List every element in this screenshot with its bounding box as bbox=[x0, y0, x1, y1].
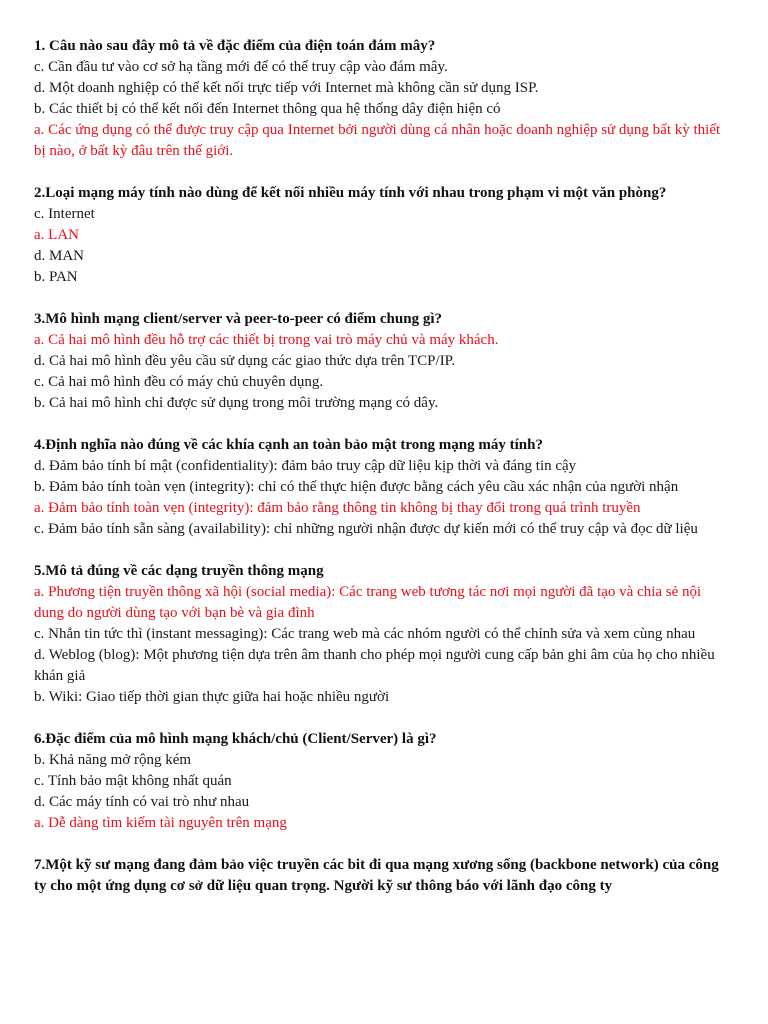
answer-option-b: b. Các thiết bị có thể kết nối đến Internet thông qua hệ thống dây điện hiện có bbox=[34, 101, 501, 117]
answer-option-d: d. Đảm bảo tính bí mật (confidentiality): đảm bảo truy cập dữ liệu kịp thời và đáng tin cậy bbox=[34, 458, 577, 474]
answer-option-c: c. Đảm bảo tính sẵn sàng (availability): chỉ những người nhận được dự kiến mới có thể truy cập và đọc dữ liệu bbox=[34, 521, 698, 537]
question-title: 7.Một kỹ sư mạng đang đảm bảo việc truyền các bit đi qua mạng xương sống (backbone network) của công ty cho một ứng dụng cơ sở dữ liệu quan trọng. Người kỹ sư thông báo với lãnh đạo công ty bbox=[34, 857, 719, 894]
answer-option-a-correct: a. Đảm bảo tính toàn vẹn (integrity): đảm bảo rằng thông tin không bị thay đổi trong quá trình truyền bbox=[34, 500, 641, 516]
question-5 bbox=[34, 561, 734, 708]
question-7 bbox=[34, 855, 734, 897]
answer-option-b: b. Cả hai mô hình chỉ được sử dụng trong môi trường mạng có dây. bbox=[34, 395, 439, 411]
answer-option-b: b. PAN bbox=[34, 269, 78, 285]
question-2 bbox=[34, 183, 734, 288]
answer-option-d: d. Cả hai mô hình đều yêu cầu sử dụng các giao thức dựa trên TCP/IP. bbox=[34, 353, 456, 369]
document-page bbox=[34, 36, 734, 918]
answer-option-b: b. Wiki: Giao tiếp thời gian thực giữa hai hoặc nhiều người bbox=[34, 689, 390, 705]
question-3 bbox=[34, 309, 734, 414]
question-title: 1. Câu nào sau đây mô tả về đặc điểm của điện toán đám mây? bbox=[34, 38, 436, 54]
question-1 bbox=[34, 36, 734, 162]
answer-option-b: b. Khả năng mở rộng kém bbox=[34, 752, 192, 768]
question-6 bbox=[34, 729, 734, 834]
answer-option-c: c. Internet bbox=[34, 206, 95, 222]
answer-option-c: c. Tính bảo mật không nhất quán bbox=[34, 773, 232, 789]
answer-option-a-correct: a. Dễ dàng tìm kiếm tài nguyên trên mạng bbox=[34, 815, 287, 831]
question-4 bbox=[34, 435, 734, 540]
answer-option-d: d. MAN bbox=[34, 248, 85, 264]
answer-option-d: d. Các máy tính có vai trò như nhau bbox=[34, 794, 250, 810]
question-title: 5.Mô tả đúng về các dạng truyền thông mạng bbox=[34, 563, 324, 579]
answer-option-d: d. Weblog (blog): Một phương tiện dựa trên âm thanh cho phép mọi người cung cấp bản ghi âm của họ cho nhiều khán giả bbox=[34, 647, 715, 684]
question-title: 6.Đặc điểm của mô hình mạng khách/chủ (Client/Server) là gì? bbox=[34, 731, 437, 747]
answer-option-d: d. Một doanh nghiệp có thể kết nối trực tiếp với Internet mà không cần sử dụng ISP. bbox=[34, 80, 539, 96]
answer-option-a-correct: a. LAN bbox=[34, 227, 79, 243]
answer-option-a-correct: a. Cả hai mô hình đều hỗ trợ các thiết bị trong vai trò máy chủ và máy khách. bbox=[34, 332, 499, 348]
answer-option-c: c. Nhắn tin tức thì (instant messaging): Các trang web mà các nhóm người có thể chỉnh sửa và xem cùng nhau bbox=[34, 626, 696, 642]
question-title: 4.Định nghĩa nào đúng về các khía cạnh an toàn bảo mật trong mạng máy tính? bbox=[34, 437, 543, 453]
answer-option-a-correct: a. Phương tiện truyền thông xã hội (social media): Các trang web tương tác nơi mọi người đã tạo và chia sẻ nội dung do người dùng tạo với bạn bè và gia đình bbox=[34, 584, 702, 621]
answer-option-b: b. Đảm bảo tính toàn vẹn (integrity): chỉ có thể thực hiện được bằng cách yêu cầu xác nhận của người nhận bbox=[34, 479, 679, 495]
answer-option-c: c. Cần đầu tư vào cơ sở hạ tầng mới để có thể truy cập vào đám mây. bbox=[34, 59, 448, 75]
question-title: 3.Mô hình mạng client/server và peer-to-peer có điểm chung gì? bbox=[34, 311, 443, 327]
question-title: 2.Loại mạng máy tính nào dùng để kết nối nhiều máy tính với nhau trong phạm vi một văn phòng? bbox=[34, 185, 667, 201]
answer-option-c: c. Cả hai mô hình đều có máy chủ chuyên dụng. bbox=[34, 374, 324, 390]
answer-option-a-correct: a. Các ứng dụng có thể được truy cập qua Internet bởi người dùng cá nhân hoặc doanh nghiệp sử dụng bất kỳ thiết bị nào, ở bất kỳ đâu trên thế giới. bbox=[34, 122, 721, 159]
